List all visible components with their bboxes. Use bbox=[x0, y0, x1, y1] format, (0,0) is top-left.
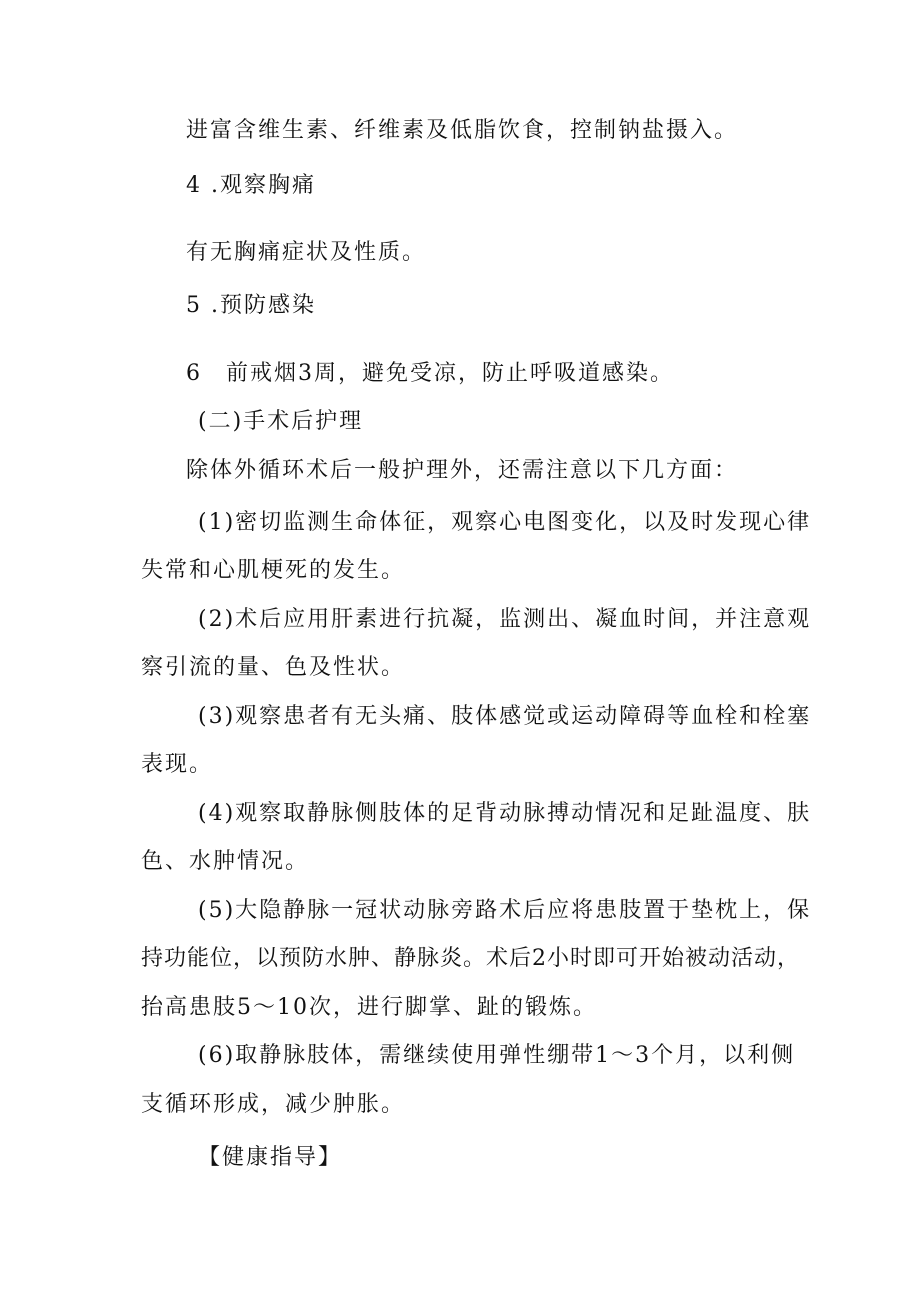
section-heading: 【健康指导】 bbox=[198, 1145, 343, 1170]
list-item-line: (1)密切监测生命体征，观察心电图变化，以及时发现心律 bbox=[198, 510, 812, 535]
list-item-line: 抬高患肢5～10次，进行脚掌、趾的锻炼。 bbox=[141, 995, 597, 1020]
text-line: 6 前戒烟3周，避免受凉，防止呼吸道感染。 bbox=[186, 361, 674, 386]
list-item-line: 支循环形成，减少肿胀。 bbox=[141, 1092, 406, 1117]
section-heading: 5 .预防感染 bbox=[186, 293, 316, 318]
list-item-line: 察引流的量、色及性状。 bbox=[141, 655, 406, 680]
section-heading: 4 .观察胸痛 bbox=[186, 173, 316, 198]
list-item-line: 色、水肿情况。 bbox=[141, 849, 310, 874]
list-item-line: 持功能位，以预防水肿、静脉炎。术后2小时即可开始被动活动， bbox=[141, 946, 800, 971]
list-item-line: (6)取静脉肢体，需继续使用弹性绷带1～3个月，以利侧 bbox=[198, 1043, 796, 1068]
text-line: 进富含维生素、纤维素及低脂饮食，控制钠盐摄入。 bbox=[186, 118, 739, 143]
section-heading: (二)手术后护理 bbox=[198, 409, 364, 434]
list-item-line: (4)观察取静脉侧肢体的足背动脉搏动情况和足趾温度、肤 bbox=[198, 801, 812, 826]
list-item-line: (5)大隐静脉一冠状动脉旁路术后应将患肢置于垫枕上，保 bbox=[198, 898, 812, 923]
text-line: 除体外循环术后一般护理外，还需注意以下几方面： bbox=[186, 458, 739, 483]
list-item-line: (2)术后应用肝素进行抗凝，监测出、凝血时间，并注意观 bbox=[198, 607, 812, 632]
list-item-line: 失常和心肌梗死的发生。 bbox=[141, 558, 406, 583]
text-line: 有无胸痛症状及性质。 bbox=[186, 240, 427, 265]
list-item-line: 表现。 bbox=[141, 752, 214, 777]
list-item-line: (3)观察患者有无头痛、肢体感觉或运动障碍等血栓和栓塞 bbox=[198, 704, 812, 729]
